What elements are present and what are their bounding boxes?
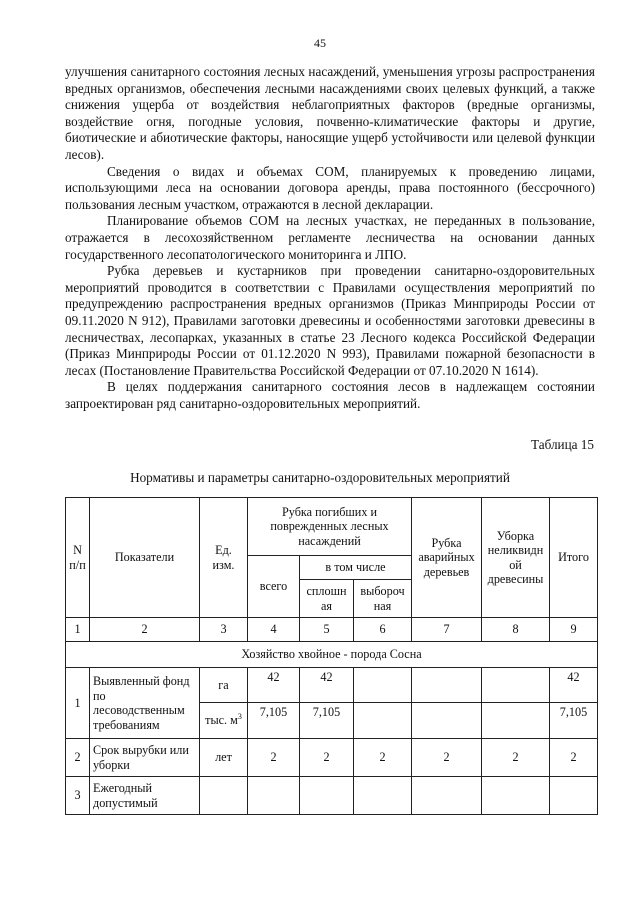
paragraph: улучшения санитарного состояния лесных насаждений, уменьшения угрозы распространения вредных организмов, обеспечения лесными насаждениями своих целевых функций, а также снижения ущерба от воздействия неблагоприятных факторов (вредные организмы, воздействие огня, погодные условия, почвенно-климатические факторы и другие, биотические и абиотические факторы, наносящие ущерб устойчивости или целевой функции лесов). xyxy=(65,64,595,162)
col-num: 8 xyxy=(482,618,550,642)
norms-table xyxy=(65,497,598,815)
col-num: 7 xyxy=(412,618,482,642)
cell-clear: 7,105 xyxy=(300,703,354,739)
table-title: Нормативы и параметры санитарно-оздоровительных мероприятий xyxy=(130,470,510,485)
header-total-cut: всего xyxy=(248,556,300,618)
col-num: 1 xyxy=(66,618,90,642)
row-unit: га xyxy=(200,668,248,703)
col-num: 5 xyxy=(300,618,354,642)
col-num: 2 xyxy=(90,618,200,642)
body-text xyxy=(65,64,595,412)
cell-empty xyxy=(412,777,482,815)
cell-empty xyxy=(412,668,482,703)
cell-empty xyxy=(482,668,550,703)
cell-itogo: 42 xyxy=(550,668,598,703)
header-emergency: Рубка аварийных деревьев xyxy=(412,498,482,618)
cell-total: 7,105 xyxy=(248,703,300,739)
header-num: N п/п xyxy=(66,498,90,618)
section-row: Хозяйство хвойное - порода Сосна xyxy=(66,642,598,668)
cell-value: 2 xyxy=(248,739,300,777)
cell-empty xyxy=(354,703,412,739)
paragraph: Сведения о видах и объемах СОМ, планируемых к проведению лицами, использующими леса на основании договора аренды, права постоянного (бессрочного) пользования лесным участком, отражаются в лесной декларации. xyxy=(65,163,595,212)
row-indicator: Ежегодный допустимый xyxy=(90,777,200,815)
cell-value: 2 xyxy=(300,739,354,777)
row-indicator: Выявленный фонд по лесоводственным требованиям xyxy=(90,668,200,739)
header-unit: Ед. изм. xyxy=(200,498,248,618)
header-clear: сплошн ая xyxy=(300,580,354,618)
cell-value: 2 xyxy=(550,739,598,777)
header-indicator: Показатели xyxy=(90,498,200,618)
cell-empty xyxy=(482,777,550,815)
col-num: 4 xyxy=(248,618,300,642)
page-number: 45 xyxy=(314,36,326,50)
cell-value: 2 xyxy=(354,739,412,777)
header-itogo: Итого xyxy=(550,498,598,618)
row-indicator: Срок вырубки или уборки xyxy=(90,739,200,777)
paragraph: В целях поддержания санитарного состояния лесов в надлежащем состоянии запроектирован ряд санитарно-оздоровительных мероприятий. xyxy=(65,379,595,411)
table-label: Таблица 15 xyxy=(531,437,594,452)
cell-empty xyxy=(300,777,354,815)
col-num: 6 xyxy=(354,618,412,642)
cell-empty xyxy=(354,777,412,815)
cell-empty xyxy=(482,703,550,739)
header-cutting: Рубка погибших и поврежденных лесных насаждений xyxy=(248,498,412,556)
row-num: 3 xyxy=(66,777,90,815)
row-unit: тыс. $м^3$ xyxy=(200,703,248,739)
row-unit: лет xyxy=(200,739,248,777)
paragraph: Рубка деревьев и кустарников при проведении санитарно-оздоровительных мероприятий проводится в соответствии с Правилами осуществления мероприятий по предупреждению распространения вредных организмов (Приказ Минприроды России от 09.11.2020 N 912), Правилами заготовки древесины и особенностями заготовки древесины в лесничествах, лесопарках, указанных в статье 23 Лесного кодекса Российской Федерации (Приказ Минприроды России от 01.12.2020 N 993), Правилами пожарной безопасности в лесах (Постановление Правительства Российской Федерации от 07.10.2020 N 1614). xyxy=(65,263,595,378)
cell-empty xyxy=(550,777,598,815)
cell-empty xyxy=(248,777,300,815)
cell-itogo: 7,105 xyxy=(550,703,598,739)
header-including: в том числе xyxy=(300,556,412,580)
col-num: 3 xyxy=(200,618,248,642)
paragraph: Планирование объемов СОМ на лесных участках, не переданных в пользование, отражается в лесохозяйственном регламенте лесничества на основании данных государственного лесопатологического мониторинга и ЛПО. xyxy=(65,213,595,262)
cell-empty xyxy=(412,703,482,739)
cell-empty xyxy=(200,777,248,815)
header-selective: выбороч ная xyxy=(354,580,412,618)
cell-clear: 42 xyxy=(300,668,354,703)
cell-value: 2 xyxy=(482,739,550,777)
cell-empty xyxy=(354,668,412,703)
col-num: 9 xyxy=(550,618,598,642)
row-num: 2 xyxy=(66,739,90,777)
row-num: 1 xyxy=(66,668,90,739)
header-cleanup: Уборка неликвидн ой древесины xyxy=(482,498,550,618)
cell-value: 2 xyxy=(412,739,482,777)
cell-total: 42 xyxy=(248,668,300,703)
